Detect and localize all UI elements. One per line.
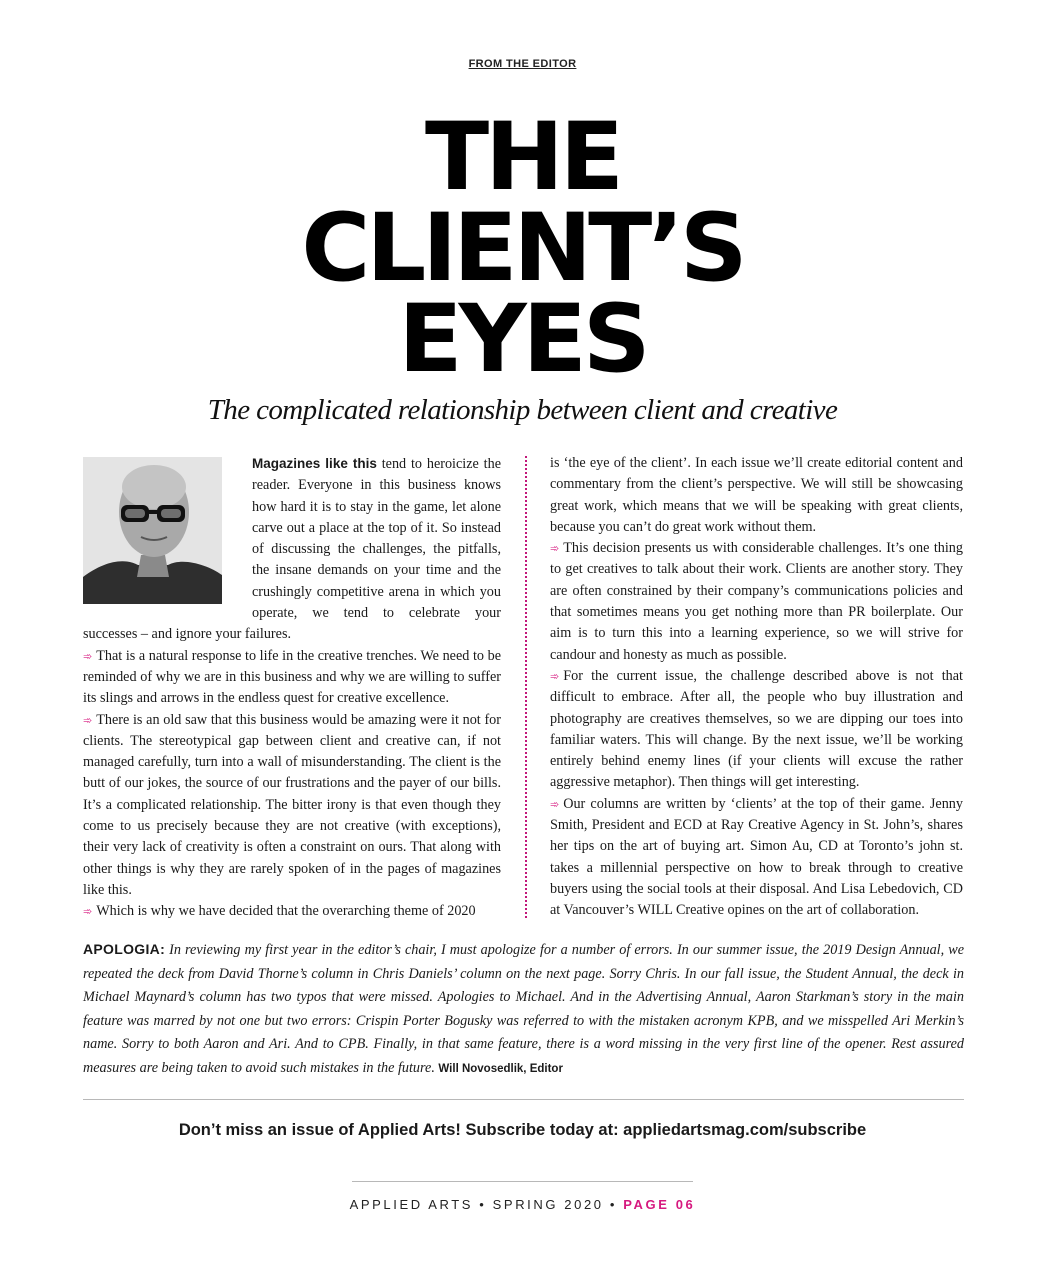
folio-separator: • xyxy=(479,1197,487,1212)
paragraph-3-text: There is an old saw that this business would be amazing were it not for clients. The stereotypical gap between client and creative can, if not managed carefully, turn into a wall of misunderstanding. The client is the butt of our jokes, the source of our frustrations and the payer of our bills. It’s a complicated relationship. The bitter irony is that even though they come to us precisely because they are not creative (with exceptions), their very lack of creativity is often a constraint on ours. That along with other things is why they are rarely spoken of in the pages of magazines like this. xyxy=(83,711,501,898)
paragraph-3 xyxy=(83,710,501,902)
paragraph-7 xyxy=(550,666,963,794)
paragraph-6 xyxy=(550,538,963,666)
publication-name: APPLIED ARTS xyxy=(349,1197,474,1212)
folio-separator: • xyxy=(609,1197,618,1212)
apologia-text: In reviewing my first year in the editor’s chair, I must apologize for a number of errors. In our summer issue, the 2019 Design Annual, we repeated the deck from David Thorne’s column in Chris Daniels’ column on the next page. Sorry Chris. In our fall issue, the Student Annual, the deck in Michael Maynard’s column has two typos that were missed. Apologies to Michael. And in the Advertising Annual, Aaron Starkman’s story in the main feature was marred by not one but two errors: Crispin Porter Bogusky was referred to with the mistaken acronym KPB, and we misspelled Ari Merkin’s name. Sorry to both Aaron and Ari. And to CPB. Finally, in that same feature, there is a word missing in the very first line of the opener. Rest assured measures are being taken to avoid such mistakes in the future. xyxy=(83,942,965,1076)
paragraph-4 xyxy=(83,901,501,922)
paragraph-4-text: Which is why we have decided that the overarching theme of 2020 xyxy=(96,903,476,920)
pointing-arrow-icon: ➾ xyxy=(83,905,93,919)
pointing-arrow-icon: ➾ xyxy=(83,713,93,727)
paragraph-6-text: This decision presents us with considerable challenges. It’s one thing to get creatives to talk about their work. Clients are another story. They are often constrained by their company’s communications policies and that sometimes means you get nothing more than PR boilerplate. Our aim is to turn this into a learning experience, so we will strive for candour and honesty as much as possible. xyxy=(550,540,963,663)
paragraph-5 xyxy=(550,453,963,538)
headline-line-3: EYES xyxy=(398,285,647,394)
section-label: FROM THE EDITOR xyxy=(468,58,577,70)
paragraph-2-text: That is a natural response to life in the creative trenches. We need to be reminded of why we are in this business and why we are willing to suffer its slings and arrows in the endless quest for creative excellence. xyxy=(83,647,501,707)
pointing-arrow-icon: ➾ xyxy=(550,669,560,683)
footer-rule xyxy=(352,1181,693,1182)
paragraph-8-text: Our columns are written by ‘clients’ at the top of their game. Jenny Smith, President and ECD at Ray Creative Agency in St. John’s, shares her tips on the art of buying art. Simon Au, CD at Toronto’s john st. takes a millennial perspective on how to break through to creative buyers using the social tools at their disposal. And Lisa Lebedovich, CD at Vancouver’s WILL Creative opines on the art of collaboration. xyxy=(550,795,963,919)
left-column xyxy=(83,453,501,923)
headline-line-1: THE xyxy=(424,103,620,212)
issue-name: SPRING 2020 xyxy=(492,1197,604,1212)
pointing-arrow-icon: ➾ xyxy=(83,649,93,663)
column-divider xyxy=(525,456,527,918)
apologia-note xyxy=(83,938,964,1081)
pointing-arrow-icon: ➾ xyxy=(550,797,560,811)
headline xyxy=(0,103,1045,394)
editor-portrait-photo-icon xyxy=(83,457,222,604)
paragraph-5-text: is ‘the eye of the client’. In each issue we’ll create editorial content and commentary from the client’s perspective. We will still be showcasing great work, which means that we will be speaking with great clients, because you can’t do great work without them. xyxy=(550,455,963,535)
page-number: PAGE 06 xyxy=(623,1197,696,1212)
pointing-arrow-icon: ➾ xyxy=(550,542,560,556)
divider-rule xyxy=(83,1099,964,1100)
deck: The complicated relationship between client and creative xyxy=(207,394,838,426)
lead-in: Magazines like this xyxy=(252,456,377,471)
subscribe-promo: Don’t miss an issue of Applied Arts! Subscribe today at: appliedartsmag.com/subscribe xyxy=(178,1121,867,1139)
editor-portrait xyxy=(83,457,222,604)
paragraph-7-text: For the current issue, the challenge described above is not that difficult to embrace. After all, the people who buy illustration and photography are creatives themselves, so we are dipping our toes into familiar waters. This will change. By the next issue, we’ll be working entirely behind enemy lines (if your clients will excuse the rather aggressive metaphor). Then things will get interesting. xyxy=(550,667,963,791)
paragraph-2 xyxy=(83,646,501,710)
paragraph-8 xyxy=(550,794,963,922)
editor-signature: Will Novosedlik, Editor xyxy=(438,1062,563,1075)
apologia-label: APOLOGIA: xyxy=(83,941,166,957)
paragraph-1-text: tend to heroicize the reader. Everyone in this business knows how hard it is to stay in the game, let alone carve out a place at the top of it. So instead of discussing the challenges, the pitfalls, the insane demands on your time and the crushingly competitive arena in which you operate, we tend to celebrate your successes – and ignore your failures. xyxy=(83,456,501,643)
page-folio xyxy=(0,1197,1045,1212)
right-column xyxy=(550,453,963,922)
headline-line-2: CLIENT’S xyxy=(301,194,744,303)
